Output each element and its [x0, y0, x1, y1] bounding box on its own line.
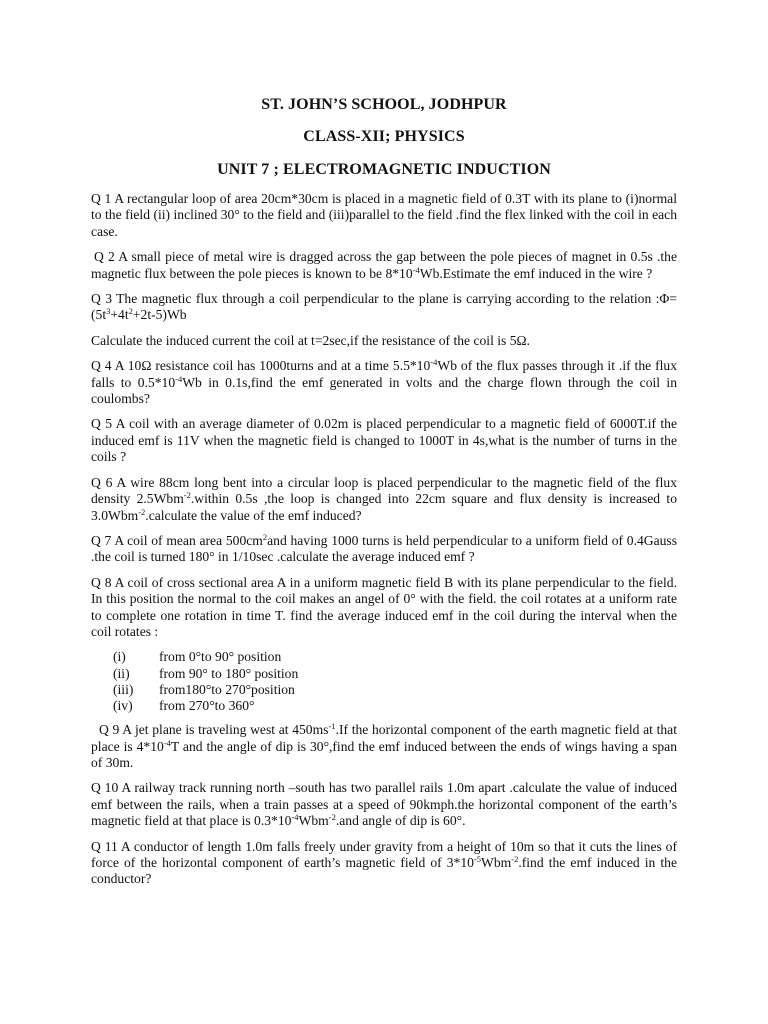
question-2: [91, 249, 677, 282]
question-4: [91, 358, 677, 407]
q9-sup-1: -1: [328, 721, 336, 732]
question-1: Q 1 A rectangular loop of area 20cm*30cm is placed in a magnetic field of 0.3T with its plane to (i)normal to the field (ii) inclined 30° to the field and (iii)parallel to the field .find the flex linked with the coil in each case.: [91, 191, 677, 239]
worksheet-page: [91, 96, 677, 897]
question-7: [91, 533, 677, 566]
q3-text-c: +2t-5)Wb: [132, 307, 187, 323]
question-8: Q 8 A coil of cross sectional area A in a uniform magnetic field B with its plane perpendicular to the field. In this position the normal to the coil makes an angel of 0° with the field. the coil rotates at a uniform rate to complete one rotation in time T. find the average induced emf in the coil during the interval when the coil rotates :: [91, 574, 677, 639]
q9-text-b: .If the horizontal component of the earth magnetic field at that place is 4*10: [91, 722, 677, 754]
q8-options-list: [113, 649, 677, 714]
q10-sup-1: -4: [291, 812, 299, 823]
q9-sup-2: -4: [163, 737, 171, 748]
unit-title: UNIT 7 ; ELECTROMAGNETIC INDUCTION: [217, 161, 551, 178]
q8-option-text: from180°to 270°position: [159, 681, 295, 697]
question-6: [91, 475, 677, 524]
q11-sup-2: -2: [511, 854, 519, 864]
q8-option-text: from 0°to 90° position: [159, 649, 282, 665]
q2-text-a: Q 2 A small piece of metal wire is dragged across the gap between the pole pieces of magnet in 0.5s .the magnetic flux between the pole pieces is known to be 8*10: [91, 249, 677, 281]
q4-sup-2: -4: [175, 373, 183, 384]
q8-option: [113, 649, 677, 665]
question-10: [91, 780, 677, 829]
q4-text-b: Wb of the flux passes through it .if the flux falls to 0.5*10: [91, 358, 677, 390]
q10-sup-2: -2: [328, 812, 336, 823]
q8-option-text: from 270°to 360°: [159, 697, 255, 713]
q8-option: [113, 698, 677, 714]
q4-text-c: Wb in 0.1s,find the emf generated in volts and the charge flown through the coil in coulombs?: [91, 374, 677, 407]
school-name: ST. JOHN’S SCHOOL, JODHPUR: [261, 96, 507, 113]
q2-text-b: Wb.Estimate the emf induced in the wire ?: [419, 265, 653, 281]
q2-sup-1: -4: [412, 264, 420, 275]
q8-option: [113, 682, 677, 698]
q11-text-c: .find the emf induced in the conductor?: [91, 855, 677, 887]
q7-sup-1: 2: [262, 531, 268, 542]
q3-text-b: +4t: [110, 307, 129, 323]
q3-sup-2: 2: [128, 306, 133, 317]
q4-sup-1: -4: [430, 357, 438, 368]
q11-text-b: Wbm: [481, 855, 512, 870]
question-3-part-b: Calculate the induced current the coil at t=2sec,if the resistance of the coil is 5Ω.: [91, 332, 531, 348]
q10-text-b: Wbm: [298, 813, 329, 829]
q11-text-a: Q 11 A conductor of length 1.0m falls freely under gravity from a height of 10m so that it cuts the lines of force of the horizontal component of earth’s magnetic field of 3*10: [91, 838, 677, 870]
q10-text-c: .and angle of dip is 60°.: [335, 813, 466, 829]
question-9: [91, 722, 677, 771]
q3-text-a: Q 3 The magnetic flux through a coil perpendicular to the plane is carrying according to the relation :Φ=(5t: [91, 291, 677, 323]
q8-option-number: (iii): [113, 681, 134, 697]
q8-option-number: (i): [113, 649, 126, 665]
q8-option-number: (iv): [113, 697, 133, 713]
q9-text-c: T and the angle of dip is 30°,find the emf induced between the ends of wings having a span of 30m.: [91, 738, 677, 770]
q6-sup-1: -2: [183, 490, 191, 501]
q10-text-a: Q 10 A railway track running north –south has two parallel rails 1.0m apart .calculate the value of induced emf between the rails, when a train passes at a speed of 90kmph.the horizontal component of the earth’s magnetic field at that place is 0.3*10: [91, 780, 677, 829]
q6-sup-2: -2: [138, 506, 146, 517]
q8-option: [113, 666, 677, 682]
class-subject: CLASS-XII; PHYSICS: [303, 128, 465, 145]
q7-text-b: and having 1000 turns is held perpendicular to a uniform field of 0.4Gauss .the coil is turned 180° in 1/10sec .calculate the average induced emf ?: [91, 532, 677, 565]
q4-text-a: Q 4 A 10Ω resistance coil has 1000turns and at a time 5.5*10: [91, 358, 431, 374]
question-11: [91, 839, 677, 888]
q8-option-number: (ii): [113, 665, 130, 681]
q11-sup-1: -5: [473, 854, 482, 864]
question-5: Q 5 A coil with an average diameter of 0.02m is placed perpendicular to a magnetic field of 6000T.if the induced emf is 11V when the magnetic field is changed to 1000T in 4s,what is the number of turns in the coils ?: [91, 416, 677, 465]
q6-text-c: .calculate the value of the emf induced?: [145, 507, 362, 523]
question-3: [91, 291, 677, 324]
q6-text-b: .within 0.5s ,the loop is changed into 22cm square and flux density is increased to 3.0Wbm: [91, 491, 677, 523]
q3-sup-1: 3: [106, 306, 111, 317]
q6-text-a: Q 6 A wire 88cm long bent into a circular loop is placed perpendicular to the magnetic field of the flux density 2.5Wbm: [91, 474, 677, 507]
q7-text-a: Q 7 A coil of mean area 500cm: [91, 532, 263, 548]
q8-option-text: from 90° to 180° position: [159, 665, 299, 681]
q9-text-a: Q 9 A jet plane is traveling west at 450ms: [99, 722, 329, 738]
